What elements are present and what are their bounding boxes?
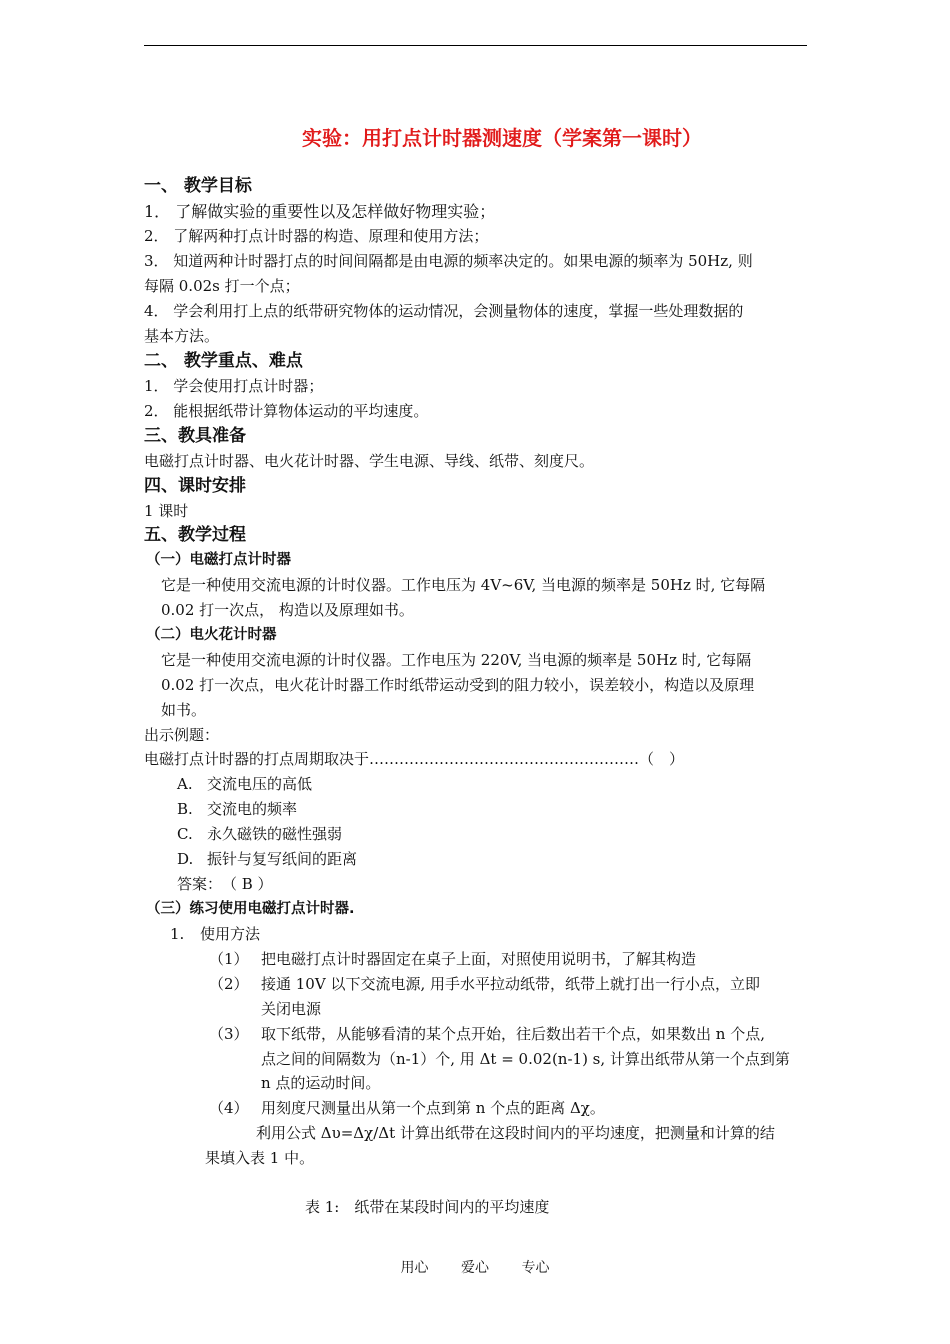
section-heading-equipment: 三、教具准备 xyxy=(144,426,246,446)
step-3-line-2: 点之间的间隔数为（n-1）个, 用 Δt = 0.02(n-1) s, 计算出纸带从第一个点到第 xyxy=(261,1050,790,1068)
key-point-item-1: 1． 学会使用打点计时器； xyxy=(144,377,324,395)
schedule-text: 1 课时 xyxy=(144,502,189,520)
method-heading xyxy=(170,924,260,944)
formula-line-2: 果填入表 1 中。 xyxy=(205,1149,315,1167)
objective-item-2: 2． 了解两种打点计时器的构造、原理和使用方法； xyxy=(144,227,489,245)
example-question: 电磁打点计时器的打点周期取决于………………………………………………（ ） xyxy=(144,750,685,768)
step-4 xyxy=(209,1098,605,1118)
option-text: 交流电压的高低 xyxy=(207,775,313,793)
option-letter: D. xyxy=(177,850,194,868)
option-b xyxy=(177,799,297,819)
option-letter: A. xyxy=(177,775,193,793)
option-letter: B. xyxy=(177,800,193,818)
section-heading-key-points: 二、 教学重点、难点 xyxy=(144,351,303,371)
step-3-line-3: n 点的运动时间。 xyxy=(261,1074,381,1092)
option-d xyxy=(177,849,357,869)
section-heading-objectives: 一、 教学目标 xyxy=(144,176,252,196)
objective-item-3-line-2: 每隔 0.02s 打一个点； xyxy=(144,277,300,295)
section-heading-process: 五、教学过程 xyxy=(144,525,246,545)
option-text: 交流电的频率 xyxy=(207,800,298,818)
step-number: （1） xyxy=(209,950,249,968)
page-footer xyxy=(0,1257,950,1277)
method-number: 1. xyxy=(170,925,185,943)
step-text: 用刻度尺测量出从第一个点到第 n 个点的距离 Δχ。 xyxy=(261,1099,605,1117)
step-2-line-2: 关闭电源 xyxy=(261,1000,322,1018)
page-title: 实验：用打点计时器测速度（学案第一课时） xyxy=(302,126,702,150)
option-letter: C. xyxy=(177,825,193,843)
table-caption: 表 1: 纸带在某段时间内的平均速度 xyxy=(305,1198,550,1216)
step-text: 取下纸带，从能够看清的某个点开始，往后数出若干个点，如果数出 n 个点, xyxy=(261,1025,765,1043)
subheading-practice: （三）练习使用电磁打点计时器. xyxy=(146,901,355,917)
option-text: 振针与复写纸间的距离 xyxy=(207,850,358,868)
footer-word: 专心 xyxy=(521,1260,550,1276)
option-a xyxy=(177,774,312,794)
option-c xyxy=(177,824,342,844)
section-heading-schedule: 四、课时安排 xyxy=(144,476,246,496)
spark-timer-line-3: 如书。 xyxy=(161,701,207,719)
subheading-spark-timer: （二）电火花计时器 xyxy=(146,627,277,643)
electromagnetic-timer-line-2: 0.02 打一次点， 构造以及原理如书。 xyxy=(161,601,414,619)
electromagnetic-timer-line-1: 它是一种使用交流电源的计时仪器。工作电压为 4V~6V, 当电源的频率是 50Hz 时, 它每隔 xyxy=(161,576,766,594)
step-number: （4） xyxy=(209,1099,249,1117)
example-intro: 出示例题： xyxy=(144,726,220,744)
step-number: （3） xyxy=(209,1025,249,1043)
step-number: （2） xyxy=(209,975,249,993)
method-label: 使用方法 xyxy=(200,925,261,943)
spark-timer-line-1: 它是一种使用交流电源的计时仪器。工作电压为 220V, 当电源的频率是 50Hz 时, 它每隔 xyxy=(161,651,752,669)
step-2-line-1 xyxy=(209,974,760,994)
step-text: 接通 10V 以下交流电源, 用手水平拉动纸带，纸带上就打出一行小点，立即 xyxy=(261,975,760,993)
header-rule xyxy=(144,45,807,46)
answer-text: 答案： （ B ） xyxy=(177,875,273,893)
footer-word: 爱心 xyxy=(461,1260,489,1276)
step-1 xyxy=(209,949,696,969)
step-text: 把电磁打点计时器固定在桌子上面，对照使用说明书，了解其构造 xyxy=(261,950,697,968)
option-text: 永久磁铁的磁性强弱 xyxy=(207,825,343,843)
spark-timer-line-2: 0.02 打一次点，电火花计时器工作时纸带运动受到的阻力较小，误差较小，构造以及原理 xyxy=(161,676,755,694)
formula-line-1: 利用公式 Δυ=Δχ/Δt 计算出纸带在这段时间内的平均速度，把测量和计算的结 xyxy=(256,1124,775,1142)
objective-item-4-line-1: 4． 学会利用打上点的纸带研究物体的运动情况，会测量物体的速度，掌握一些处理数据的 xyxy=(144,302,744,320)
key-point-item-2: 2． 能根据纸带计算物体运动的平均速度。 xyxy=(144,402,429,420)
step-3-line-1 xyxy=(209,1024,765,1044)
objective-item-4-line-2: 基本方法。 xyxy=(144,327,220,345)
footer-word: 用心 xyxy=(400,1260,429,1276)
objective-item-3-line-1: 3． 知道两种计时器打点的时间间隔都是由电源的频率决定的。如果电源的频率为 50Hz, 则 xyxy=(144,252,753,270)
subheading-electromagnetic-timer: （一）电磁打点计时器 xyxy=(146,552,291,568)
equipment-list: 电磁打点计时器、电火花计时器、学生电源、导线、纸带、刻度尺。 xyxy=(144,452,595,470)
objective-item-1: 1． 了解做实验的重要性以及怎样做好物理实验； xyxy=(144,202,496,221)
